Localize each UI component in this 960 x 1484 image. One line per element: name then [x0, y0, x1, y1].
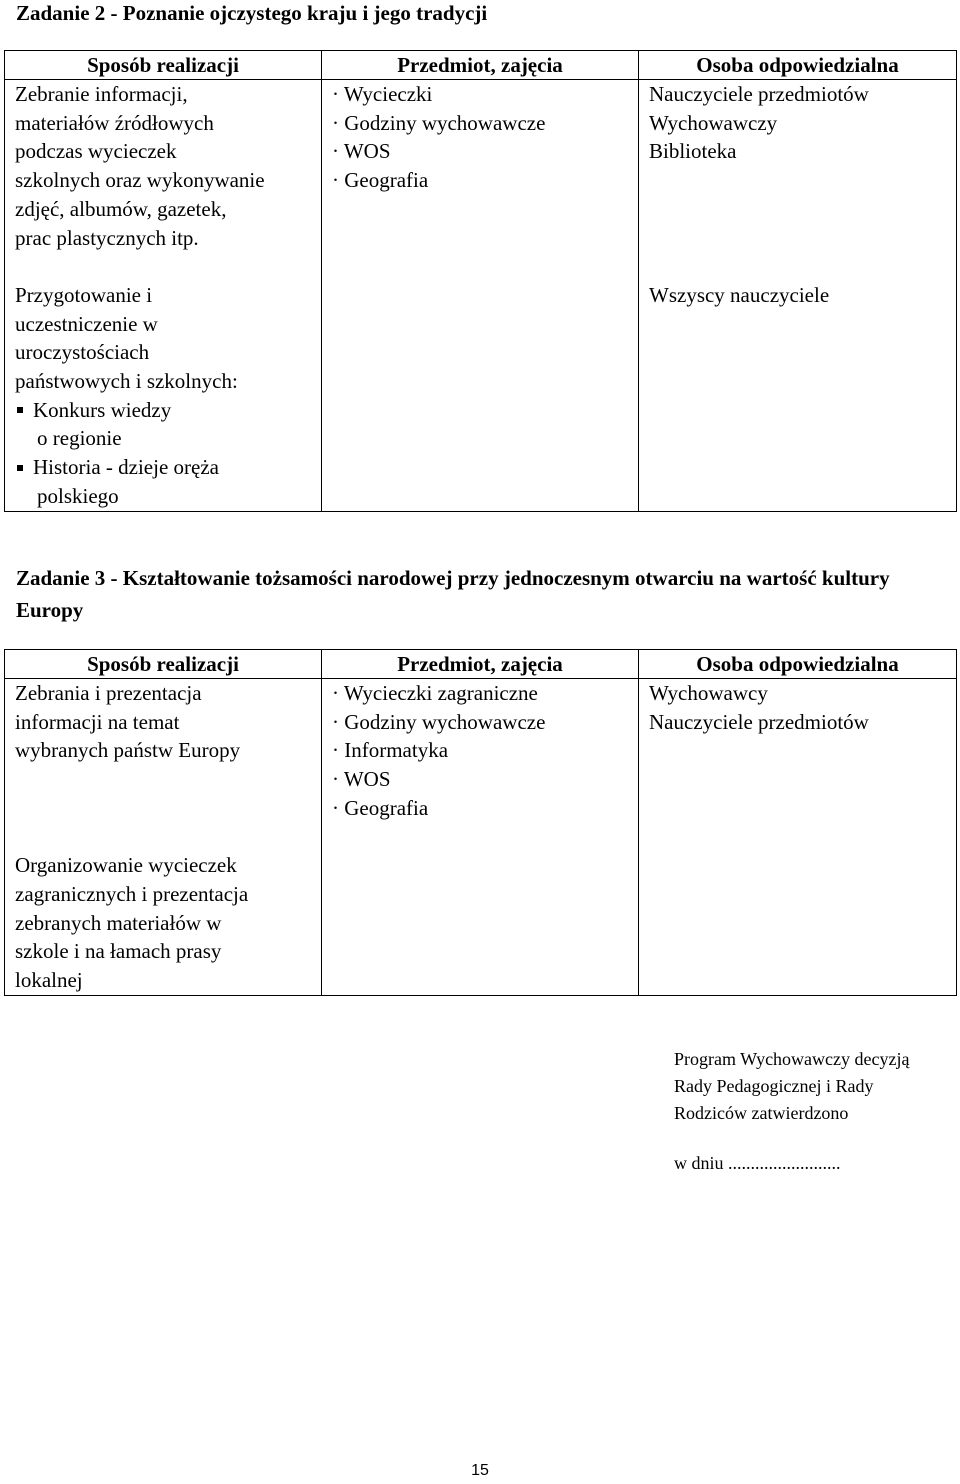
table-header-row	[5, 650, 957, 679]
subject-item: · Godziny wychowawcze	[332, 709, 546, 734]
task2-table	[4, 50, 957, 512]
header-subject: Przedmiot, zajęcia	[322, 650, 639, 679]
approval-date: w dniu .........................	[674, 1153, 841, 1173]
subject-cell	[322, 679, 639, 995]
method-line: wybranych państw Europy	[15, 738, 241, 763]
responsible-item: Wszyscy nauczyciele	[649, 282, 830, 307]
task3-table	[4, 649, 957, 996]
method-line: Zebranie informacji,	[15, 82, 188, 106]
subject-item: · WOS	[332, 139, 391, 164]
responsible-cell	[639, 80, 957, 511]
method-line: państwowych i szkolnych:	[15, 369, 238, 394]
subject-cell	[322, 80, 639, 511]
responsible-item: Biblioteka	[649, 139, 737, 164]
table-row	[5, 679, 957, 995]
responsible-item: Wychowawcy	[649, 681, 768, 705]
bullet-item: Konkurs wiedzy	[15, 396, 311, 425]
method-cell	[5, 80, 322, 511]
bullet-item: Historia - dzieje oręża	[15, 453, 311, 482]
task2-heading: Zadanie 2 - Poznanie ojczystego kraju i jego tradycji	[16, 1, 488, 25]
subject-item: · Geografia	[332, 795, 429, 820]
method-line: prac plastycznych itp.	[15, 225, 199, 250]
approval-line: Program Wychowawczy decyzją	[674, 1049, 910, 1069]
method-line: uczestniczenie w	[15, 311, 158, 336]
header-subject: Przedmiot, zajęcia	[322, 51, 639, 80]
method-line: zagranicznych i prezentacja	[15, 881, 249, 906]
method-line: Zebrania i prezentacja	[15, 681, 202, 705]
method-line: informacji na temat	[15, 709, 180, 734]
approval-note	[674, 1046, 910, 1127]
subject-item: · Godziny wychowawcze	[332, 110, 546, 135]
responsible-cell	[639, 679, 957, 995]
subject-item: · Wycieczki zagraniczne	[332, 681, 538, 705]
bullet-square-icon	[17, 465, 23, 471]
method-line: materiałów źródłowych	[15, 110, 214, 135]
header-method: Sposób realizacji	[5, 650, 322, 679]
method-line: Przygotowanie i	[15, 282, 153, 307]
page-number: 15	[471, 1462, 489, 1479]
method-line: lokalnej	[15, 967, 83, 992]
method-line: szkole i na łamach prasy	[15, 939, 222, 964]
header-method: Sposób realizacji	[5, 51, 322, 80]
header-responsible: Osoba odpowiedzialna	[639, 650, 957, 679]
bullet-square-icon	[17, 407, 23, 413]
table-row	[5, 80, 957, 511]
bullet-item-continued: o regionie	[37, 426, 122, 451]
responsible-item: Nauczyciele przedmiotów	[649, 709, 869, 734]
method-line: Organizowanie wycieczek	[15, 853, 237, 878]
subject-item: · Wycieczki	[332, 82, 433, 106]
method-line: zdjęć, albumów, gazetek,	[15, 196, 227, 221]
approval-line: Rodziców zatwierdzono	[674, 1103, 849, 1123]
header-responsible: Osoba odpowiedzialna	[639, 51, 957, 80]
table-header-row	[5, 51, 957, 80]
subject-item: · WOS	[332, 767, 391, 792]
method-line: uroczystościach	[15, 340, 150, 365]
subject-item: · Informatyka	[332, 738, 449, 763]
method-line: zebranych materiałów w	[15, 910, 222, 935]
method-line: szkolnych oraz wykonywanie	[15, 168, 265, 193]
subject-item: · Geografia	[332, 168, 429, 193]
bullet-item-continued: polskiego	[37, 483, 119, 508]
responsible-item: Wychowawczy	[649, 110, 778, 135]
approval-line: Rady Pedagogicznej i Rady	[674, 1076, 874, 1096]
method-line: podczas wycieczek	[15, 139, 177, 164]
task3-heading: Zadanie 3 - Kształtowanie tożsamości narodowej przy jednoczesnym otwarciu na wartość kultury Europy	[16, 566, 890, 622]
method-cell	[5, 679, 322, 995]
responsible-item: Nauczyciele przedmiotów	[649, 82, 869, 106]
